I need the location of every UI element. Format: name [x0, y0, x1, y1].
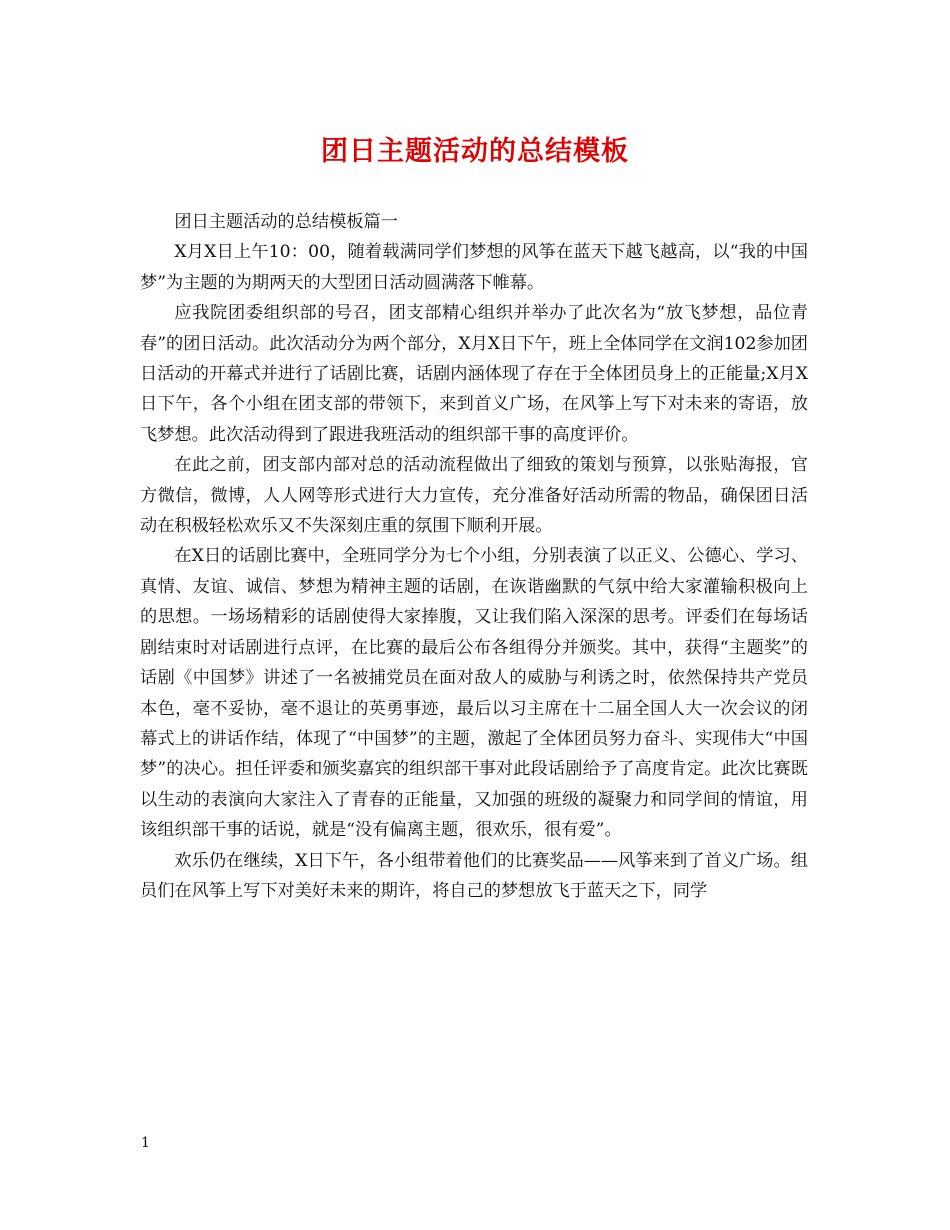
paragraph-subtitle: 团日主题活动的总结模板篇一: [174, 212, 398, 232]
paragraph: 应我院团委组织部的号召，团支部精心组织并举办了此次名为“放飞梦想，品位青春”的团日活动。此次活动分为两个部分，X月X日下午，班上全体同学在文润102参加团日活动的开幕式并进行了话剧比赛，话剧内涵体现了存在于全体团员身上的正能量;X月X日下午，各个小组在团支部的带领下，来到首义广场，在风筝上写下对未来的寄语，放飞梦想。此次活动得到了跟进我班活动的组织部干事的高度评价。: [140, 303, 808, 445]
paragraph: 欢乐仍在继续，X日下午，各小组带着他们的比赛奖品——风筝来到了首义广场。组员们在风筝上写下对美好未来的期许，将自己的梦想放飞于蓝天之下，同学: [140, 850, 808, 901]
document-body: [140, 207, 808, 906]
page-number: 1: [141, 1135, 150, 1151]
paragraph: 在此之前，团支部内部对总的活动流程做出了细致的策划与预算，以张贴海报，官方微信，微博，人人网等形式进行大力宣传，充分准备好活动所需的物品，确保团日活动在积极轻松欢乐又不失深刻庄重的氛围下顺利开展。: [140, 455, 808, 537]
document-title: 团日主题活动的总结模板: [321, 136, 629, 167]
paragraph: 在X日的话剧比赛中，全班同学分为七个小组，分别表演了以正义、公德心、学习、真情、友谊、诚信、梦想为精神主题的话剧，在诙谐幽默的气氛中给大家灌输积极向上的思想。一场场精彩的话剧使得大家捧腹，又让我们陷入深深的思考。评委们在每场话剧结束时对话剧进行点评，在比赛的最后公布各组得分并颁奖。其中，获得“主题奖”的话剧《中国梦》讲述了一名被捕党员在面对敌人的威胁与利诱之时，依然保持共产党员本色，毫不妥协，毫不退让的英勇事迹，最后以习主席在十二届全国人大一次会议的闭幕式上的讲话作结，体现了“中国梦”的主题，激起了全体团员努力奋斗、实现伟大“中国梦”的决心。担任评委和颁奖嘉宾的组织部干事对此段话剧给予了高度肯定。此次比赛既以生动的表演向大家注入了青春的正能量，又加强的班级的凝聚力和同学间的情谊，用该组织部干事的话说，就是“没有偏离主题，很欢乐，很有爱”。: [140, 546, 808, 841]
paragraph: X月X日上午10：00，随着载满同学们梦想的风筝在蓝天下越飞越高，以“我的中国梦”为主题的为期两天的大型团日活动圆满落下帷幕。: [140, 242, 808, 293]
